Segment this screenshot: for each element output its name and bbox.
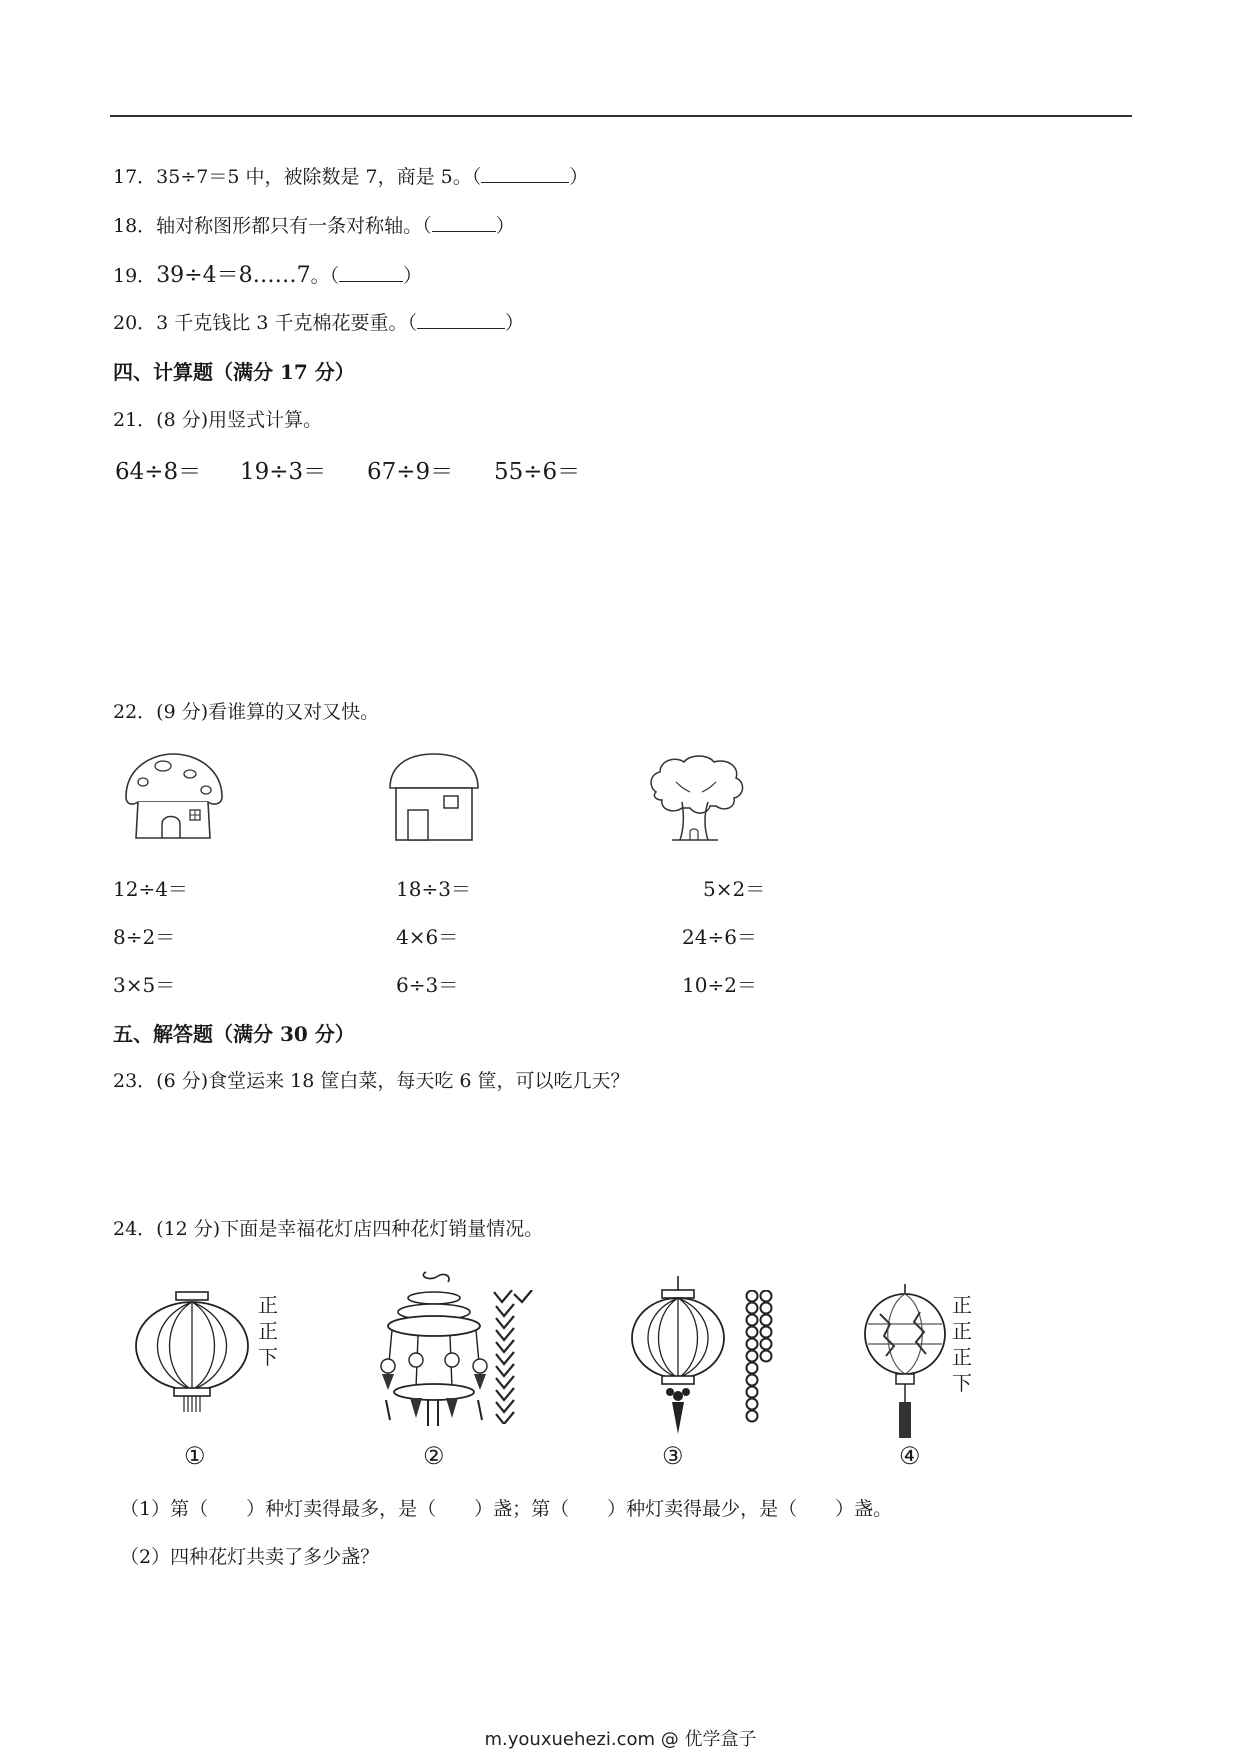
lantern-label: ④: [899, 1442, 921, 1470]
question-19: 19．39÷4＝8……7。（ ）: [113, 263, 423, 288]
section-5-heading: 五、解答题（满分 30 分）: [113, 1022, 355, 1046]
question-18: 18．轴对称图形都只有一条对称轴。（ ）: [113, 215, 515, 237]
palace-lantern-icon: [368, 1270, 498, 1430]
answer-blank[interactable]: [339, 266, 403, 282]
lantern-label: ②: [423, 1442, 445, 1470]
tree-house-icon: [646, 752, 748, 844]
calc-item: 10÷2＝: [682, 973, 757, 997]
answer-blank[interactable]: [432, 216, 496, 232]
question-24-part-2: （2）四种花灯共卖了多少盏？: [120, 1546, 380, 1568]
question-24: 24．(12 分)下面是幸福花灯店四种花灯销量情况。: [113, 1218, 544, 1240]
check-tally-marks: [490, 1290, 540, 1424]
question-24-part-1: （1）第（ ）种灯卖得最多，是（ ）盏；第（ ）种灯卖得最少，是（ ）盏。: [120, 1498, 893, 1520]
mushroom-house-icon: [118, 752, 228, 844]
answer-blank[interactable]: [481, 167, 569, 183]
round-lantern-icon: [860, 1284, 950, 1440]
calc-item: 6÷3＝: [396, 973, 459, 997]
knot-lantern-icon: [628, 1276, 728, 1436]
calc-item: 4×6＝: [396, 925, 459, 949]
calc-item: 18÷3＝: [396, 877, 471, 901]
calc-item: 24÷6＝: [682, 925, 757, 949]
question-21: 21．(8 分)用竖式计算。: [113, 409, 323, 431]
question-20: 20．3 千克钱比 3 千克棉花要重。（ ）: [113, 312, 524, 334]
calc-item: 64÷8＝: [115, 459, 202, 485]
calc-item: 67÷9＝: [367, 459, 454, 485]
calc-item: 3×5＝: [113, 973, 176, 997]
header-rule: [110, 115, 1132, 117]
tally-marks: 正 正 正 下: [952, 1293, 972, 1395]
question-23: 23．(6 分)食堂运来 18 筐白菜，每天吃 6 筐，可以吃几天？: [113, 1070, 630, 1092]
lantern-label: ①: [184, 1442, 206, 1470]
calc-item: 8÷2＝: [113, 925, 176, 949]
question-22: 22．(9 分)看谁算的又对又快。: [113, 701, 380, 723]
question-17: 17．35÷7＝5 中，被除数是 7，商是 5。（ ）: [113, 166, 589, 188]
dome-house-icon: [388, 752, 480, 844]
section-4-heading: 四、计算题（满分 17 分）: [113, 360, 355, 384]
footer-watermark: m.youxuehezi.com @ 优学盒子: [484, 1729, 757, 1750]
tally-marks: 正 正 下: [258, 1293, 278, 1369]
calc-item: 55÷6＝: [494, 459, 581, 485]
lantern-label: ③: [662, 1442, 684, 1470]
calc-item: 5×2＝: [703, 877, 766, 901]
circle-tally-marks: [742, 1290, 778, 1430]
answer-blank[interactable]: [417, 313, 505, 329]
red-lantern-icon: [132, 1290, 252, 1414]
calc-item: 19÷3＝: [240, 459, 327, 485]
calc-item: 12÷4＝: [113, 877, 188, 901]
